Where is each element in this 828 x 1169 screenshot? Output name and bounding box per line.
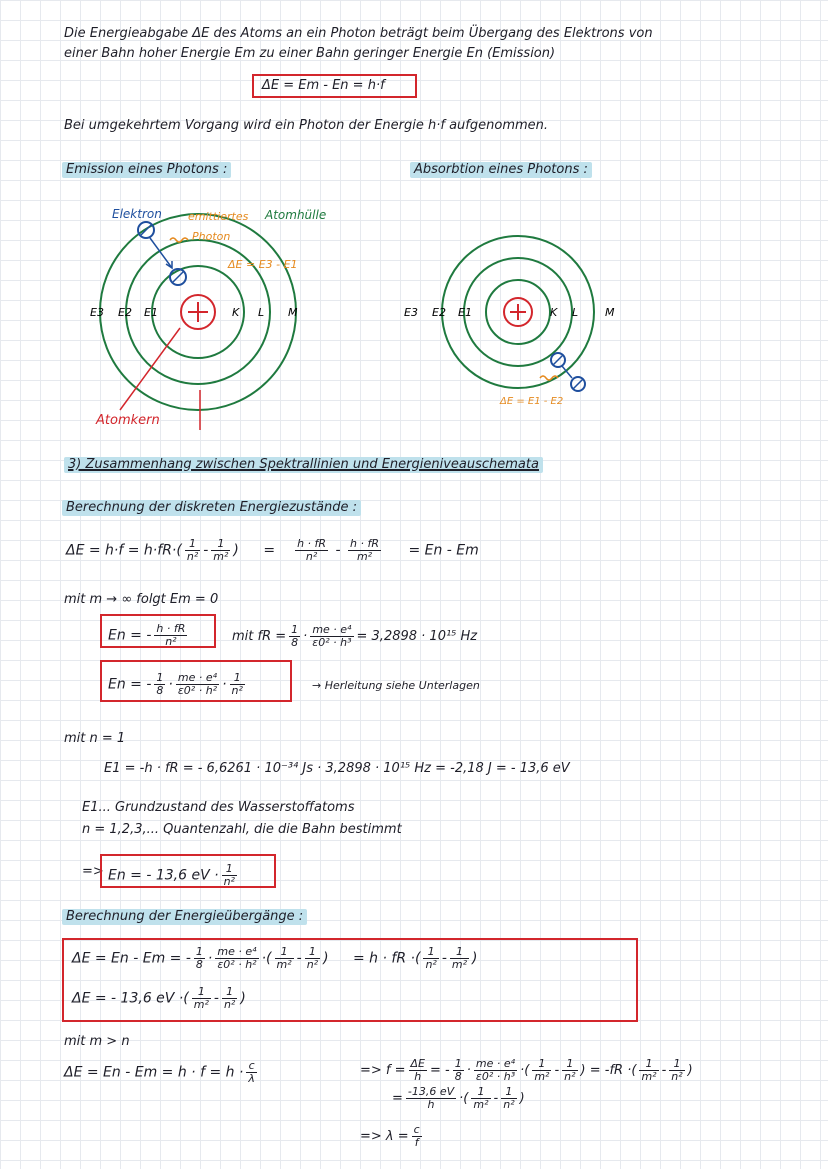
de-line-1-right: = h · fR · [353,950,415,967]
abs-shell-label-k: K [550,306,558,319]
f-eq-right: = -fR · [589,1063,632,1078]
de-line-3: ΔE = En - Em = h · f = h · $\frac{c}{\lambda}$ [64,1059,255,1085]
abs-shell-label-l: L [572,306,579,319]
en-box-1-text: En = - [108,627,152,644]
absorption-diagram [400,200,640,420]
en-box-2-content: En = - $\frac{1}{8}$ · $\frac{\text{me · e⁴}}{\text{ε0² · h²}}$ · $\frac{1}{\text{n²}}$ [108,671,243,697]
abs-level-e2: E2 [432,306,446,319]
abs-label-delta: ΔE = E1 - E2 [500,396,564,407]
abs-level-e1: E1 [458,306,472,319]
eq-delta-e-left: ΔE = h·f = h·fR· [66,542,177,559]
transitions-box [62,938,638,1022]
level-e3: E3 [90,306,104,319]
subheading-energiezustaende: Berechnung der diskreten Energiezustände : [62,500,361,516]
f-eq2: = [392,1091,403,1106]
lambda-eq: => λ = [360,1129,409,1144]
en-box-1-content: En = - $\frac{h \cdot fR}{\text{n²}}$ [108,622,186,648]
f-equation: => f = $\frac{\Delta E}{h}$ = - $\frac{1}{8}$ · $\frac{\text{me · e⁴}}{\text{ε0² · h³}}$ ·( $\frac{1}{\text{m²}}$ - $\frac{1}{\text{n²}}$ ) = -fR ·( $\frac{1}{\text{m²}}$ - $\frac{1}{\text{n²}}$ ) [360,1057,693,1083]
emission-heading: Emission eines Photons : [62,162,231,178]
formula-box [252,74,417,98]
n-note: n = 1,2,3,... Quantenzahl, die die Bahn bestimmt [82,822,402,837]
fr-value: = 3,2898 · 10¹⁵ Hz [356,629,478,644]
intro-line-3: Bei umgekehrtem Vorgang wird ein Photon der Energie h·f aufgenommen. [64,118,549,133]
transition-arrow [150,238,172,268]
e1-note: E1... Grundzustand des Wasserstoffatoms [82,800,355,815]
mit-m-gt-n: mit m > n [64,1034,130,1049]
lambda-equation: => λ = $\frac{c}{f}$ [360,1123,420,1149]
electron-outer-mark [141,225,151,235]
en-final-box [100,854,276,888]
level-e2: E2 [118,306,132,319]
de-line-1-text: ΔE = En - Em = - [72,950,191,967]
herleitung-note: → Herleitung siehe Unterlagen [312,679,480,692]
f-eq-left: => f = [360,1063,406,1078]
mit-fr: mit fR = [232,629,287,644]
abs-electron-inner-mark [553,355,563,365]
fr-definition: mit fR = $\frac{1}{8}$ · $\frac{\text{me · e⁴}}{\text{ε0² · h³}}$ = 3,2898 · 10¹⁵ Hz [232,623,478,649]
de-line-2-text: ΔE = - 13,6 eV · [72,990,184,1007]
level-e1: E1 [144,306,158,319]
abs-shell-label-m: M [605,306,615,319]
en-final-text: En = - 13,6 eV · [108,867,219,884]
abs-level-e3: E3 [404,306,418,319]
eq-delta-e: ΔE = h·f = h·fR·( $\frac{1}{\text{n²}}$ - $\frac{1}{\text{m²}}$ ) = $\frac{h \cdot fR}{\text{n²}}$ - $\frac{h \cdot fR}{\text{m²}}$ = En - Em [66,537,479,563]
e1-calculation: E1 = -h · fR = - 6,6261 · 10⁻³⁴ Js · 3,2898 · 10¹⁵ Hz = -2,18 J = - 13,6 eV [104,761,570,776]
label-delta-emission: ΔE = E3 - E1 [228,258,298,271]
en-box-2 [100,660,292,702]
implies-arrow: => [82,864,104,879]
f-eq-mid: = - [430,1063,450,1078]
section-3-title: 3) Zusammenhang zwischen Spektrallinien und Energieniveauschemata [64,457,543,473]
en-final-content: En = - 13,6 eV · $\frac{1}{\text{n²}}$ [108,862,235,888]
shell-label-k: K [232,306,240,319]
label-photon-2: Photon [192,230,231,243]
mit-n1: mit n = 1 [64,731,126,746]
en-box-1 [100,614,216,648]
emission-diagram [60,200,380,440]
label-atomkern: Atomkern [96,413,160,428]
abs-electron-outer-mark [573,379,583,389]
intro-line-2: einer Bahn hoher Energie Em zu einer Bahn geringer Energie En (Emission) [64,46,556,61]
subheading-uebergaenge: Berechnung der Energieübergänge : [62,909,307,925]
eq-delta-e-right: = En - Em [408,542,479,559]
absorption-heading: Absorbtion eines Photons : [410,162,592,178]
label-huelle: Atomhülle [265,208,327,222]
label-elektron: Elektron [112,207,162,221]
intro-line-1: Die Energieabgabe ΔE des Atoms an ein Photon beträgt beim Übergang des Elektrons von [64,26,653,41]
label-photon-1: emittiertes [188,210,249,223]
en-box-2-text: En = - [108,676,152,693]
de-line-2: ΔE = - 13,6 eV ·( $\frac{1}{\text{m²}}$ - $\frac{1}{\text{n²}}$ ) [72,985,246,1011]
shell-label-m: M [288,306,298,319]
de-line-3-text: ΔE = En - Em = h · f = h · [64,1064,244,1081]
shell-label-l: L [258,306,265,319]
f-equation-2: = $\frac{-13,6 eV}{h}$ ·( $\frac{1}{\text{m²}}$ - $\frac{1}{\text{n²}}$ ) [392,1085,525,1111]
mit-m-infty: mit m → ∞ folgt Em = 0 [64,592,219,607]
de-line-1: ΔE = En - Em = - $\frac{1}{8}$ · $\frac{\text{me · e⁴}}{\text{ε0² · h²}}$ ·( $\frac{1}{\text{m²}}$ - $\frac{1}{\text{n²}}$ ) = h · fR ·( $\frac{1}{\text{n²}}$ - $\frac{1}{\text{m²}}$ ) [72,945,478,971]
formula-box-text: ΔE = Em - En = h·f [262,78,385,93]
